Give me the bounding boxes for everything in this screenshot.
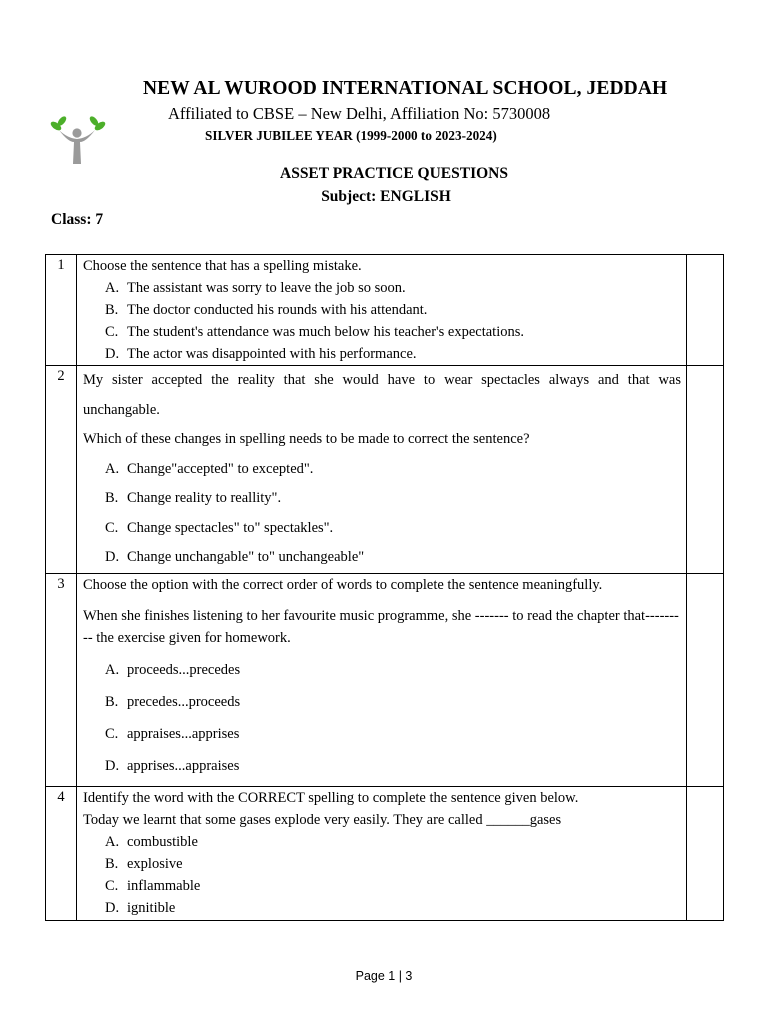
option-d: [83, 543, 681, 573]
option-text: Change"accepted" to excepted".: [127, 460, 314, 477]
option-a: [83, 831, 681, 853]
option-c: [83, 723, 681, 745]
option-text: The assistant was sorry to leave the job so soon.: [127, 280, 406, 296]
marks-cell: [687, 366, 724, 574]
option-d: [83, 343, 681, 365]
question-row: [46, 787, 724, 921]
jubilee-line: SILVER JUBILEE YEAR (1999-2000 to 2023-2024): [205, 128, 497, 143]
marks-cell: [687, 574, 724, 787]
questions-table: [45, 254, 724, 921]
question-text: Which of these changes in spelling needs to be made to correct the sentence?: [83, 431, 530, 447]
option-text: inflammable: [127, 878, 201, 894]
option-text: proceeds...precedes: [127, 662, 241, 678]
question-number: 4: [46, 787, 77, 921]
option-a: [83, 455, 681, 485]
option-letter: D.: [105, 900, 120, 916]
option-text: Change unchangable" to" unchangeable": [127, 549, 365, 565]
question-text: Choose the option with the correct order of words to complete the sentence meaningfully.: [83, 577, 603, 593]
question-text: Today we learnt that some gases explode very easily. They are called ______gases: [83, 812, 562, 828]
option-text: precedes...proceeds: [127, 694, 241, 710]
question-number: 2: [46, 366, 77, 574]
school-logo-icon: [46, 112, 108, 172]
option-text: The doctor conducted his rounds with his attendant.: [127, 302, 428, 318]
option-text: appraises...apprises: [127, 726, 240, 742]
option-c: [83, 514, 681, 544]
option-letter: A.: [105, 280, 120, 296]
option-a: [83, 659, 681, 681]
option-letter: C.: [105, 519, 119, 536]
option-text: The actor was disappointed with his performance.: [127, 346, 417, 362]
class-label: Class: 7: [51, 211, 104, 228]
option-c: [83, 321, 681, 343]
question-text: When she finishes listening to her favourite music programme, she ------- to read the chapter that--------- the exercise given for homework.: [83, 608, 679, 646]
document-title: ASSET PRACTICE QUESTIONS: [280, 165, 508, 182]
question-body: [77, 574, 687, 787]
option-letter: D.: [105, 549, 120, 565]
question-number: 1: [46, 255, 77, 366]
option-text: The student's attendance was much below his teacher's expectations.: [127, 324, 524, 340]
question-row: [46, 255, 724, 366]
option-letter: A.: [105, 460, 120, 477]
option-text: combustible: [127, 834, 198, 850]
marks-cell: [687, 255, 724, 366]
option-letter: D.: [105, 346, 120, 362]
option-letter: B.: [105, 694, 119, 710]
option-d: [83, 755, 681, 777]
question-text: Identify the word with the CORRECT spelling to complete the sentence given below.: [83, 790, 579, 806]
option-letter: C.: [105, 878, 119, 894]
option-text: explosive: [127, 856, 183, 872]
option-c: [83, 875, 681, 897]
option-letter: C.: [105, 726, 119, 742]
question-text: My sister accepted the reality that she would have to wear spectacles always and that was unchangable.: [83, 372, 681, 418]
question-text: Choose the sentence that has a spelling mistake.: [83, 258, 362, 274]
option-b: [83, 484, 681, 514]
marks-cell: [687, 787, 724, 921]
affiliation-line: Affiliated to CBSE – New Delhi, Affiliation No: 5730008: [168, 104, 551, 123]
option-b: [83, 853, 681, 875]
option-letter: D.: [105, 758, 120, 774]
option-text: ignitible: [127, 900, 176, 916]
subject-label: Subject: ENGLISH: [321, 188, 451, 205]
option-text: apprises...appraises: [127, 758, 240, 774]
option-letter: B.: [105, 490, 119, 506]
option-b: [83, 299, 681, 321]
question-row: [46, 574, 724, 787]
question-row: [46, 366, 724, 574]
option-text: Change reality to reallity".: [127, 490, 282, 506]
option-b: [83, 691, 681, 713]
option-letter: B.: [105, 302, 119, 318]
option-a: [83, 277, 681, 299]
option-letter: A.: [105, 662, 120, 678]
page-number: Page 1 | 3: [355, 969, 413, 983]
option-d: [83, 897, 681, 919]
question-body: [77, 255, 687, 366]
option-letter: A.: [105, 834, 120, 850]
question-body: [77, 366, 687, 574]
school-name: NEW AL WUROOD INTERNATIONAL SCHOOL, JEDDAH: [143, 78, 668, 99]
option-text: Change spectacles" to" spectakles".: [127, 519, 334, 536]
question-body: [77, 787, 687, 921]
question-number: 3: [46, 574, 77, 787]
option-letter: C.: [105, 324, 119, 340]
option-letter: B.: [105, 856, 119, 872]
